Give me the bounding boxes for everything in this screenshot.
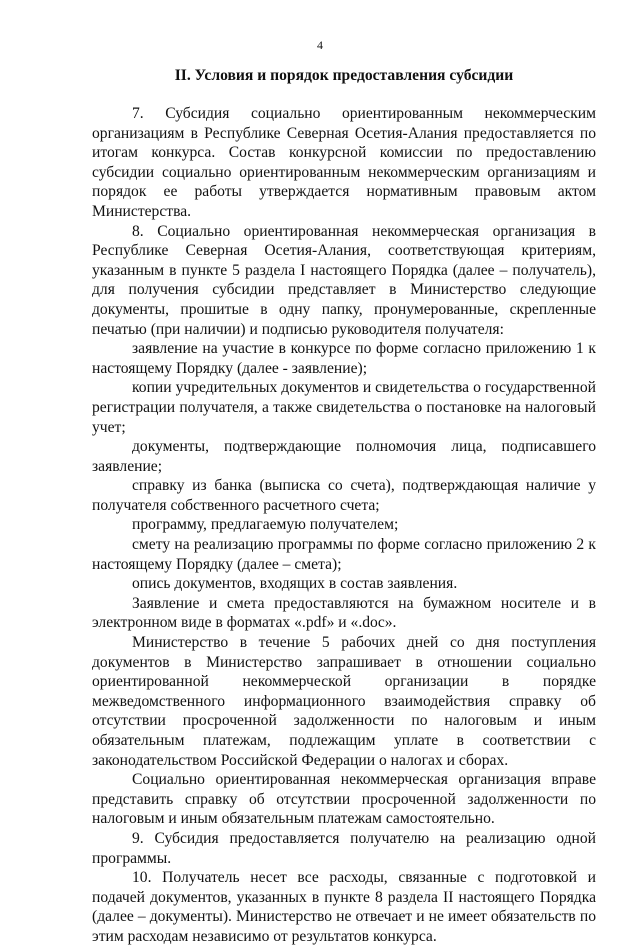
section-title: II. Условия и порядок предоставления субсидии [174, 67, 514, 84]
page-number: 4 [317, 38, 323, 52]
paragraph-9: 9. Субсидия предоставляется получателю на реализацию одной программы. [92, 829, 596, 867]
paragraph-7: 7. Субсидия социально ориентированным некоммерческим организациям в Республике Северная Осетия-Алания предоставляется по итогам конкурса. Состав конкурсной комиссии по предоставлению субсидии социально ориентированным некоммерческим организациям и порядок ее работы утверждается нормативным правовым актом Министерства. [92, 105, 596, 220]
paragraph-ministry-request: Министерство в течение 5 рабочих дней со дня поступления документов в Министерство запрашивает в отношении социально ориентированной некоммерческой организации в порядке межведомственного информационного взаимодействия справку об отсутствии просроченной задолженности по налоговым и иным обязательным платежам, подлежащим уплате в соответствии с законодательством Российской Федерации о налогах и сборах. [92, 634, 596, 769]
list-item-inventory: опись документов, входящих в состав заявления. [132, 575, 458, 593]
paragraph-formats: Заявление и смета предоставляются на бумажном носителе и в электронном виде в форматах «.pdf» и «.doc». [92, 594, 596, 632]
paragraph-8: 8. Социально ориентированная некоммерческая организация в Республике Северная Осетия-Алания, соответствующая критериям, указанным в пункте 5 раздела I настоящего Порядка (далее – получатель), для получения субсидии представляет в Министерство следующие документы, прошитые в одну папку, пронумерованные, скрепленные печатью (при наличии) и подписью руководителя получателя: [92, 222, 596, 338]
list-item-authority-documents: документы, подтверждающие полномочия лица, подписавшего заявление; [92, 438, 596, 475]
list-item-estimate: смету на реализацию программы по форме согласно приложению 2 к настоящему Порядку (далее – смета); [92, 536, 596, 573]
list-item-constituent-documents: копии учредительных документов и свидетельства о государственной регистрации получателя, а также свидетельства о постановке на налоговый учет; [92, 379, 596, 436]
paragraph-self-submission: Социально ориентированная некоммерческая организация вправе представить справку об отсутствии просроченной задолженности по налоговым и иным обязательным платежам самостоятельно. [92, 771, 596, 828]
paragraph-10: 10. Получатель несет все расходы, связанные с подготовкой и подачей документов, указанных в пункте 8 раздела II настоящего Порядка (далее – документы). Министерство не отвечает и не имеет обязательств по этим расходам независимо от результатов конкурса. [92, 869, 596, 945]
list-item-program: программу, предлагаемую получателем; [132, 516, 399, 534]
document-body [92, 104, 596, 947]
list-item-application: заявление на участие в конкурсе по форме согласно приложению 1 к настоящему Порядку (далее - заявление); [92, 340, 596, 377]
list-item-bank-statement: справку из банка (выписка со счета), подтверждающая наличие у получателя собственного расчетного счета; [92, 477, 596, 514]
